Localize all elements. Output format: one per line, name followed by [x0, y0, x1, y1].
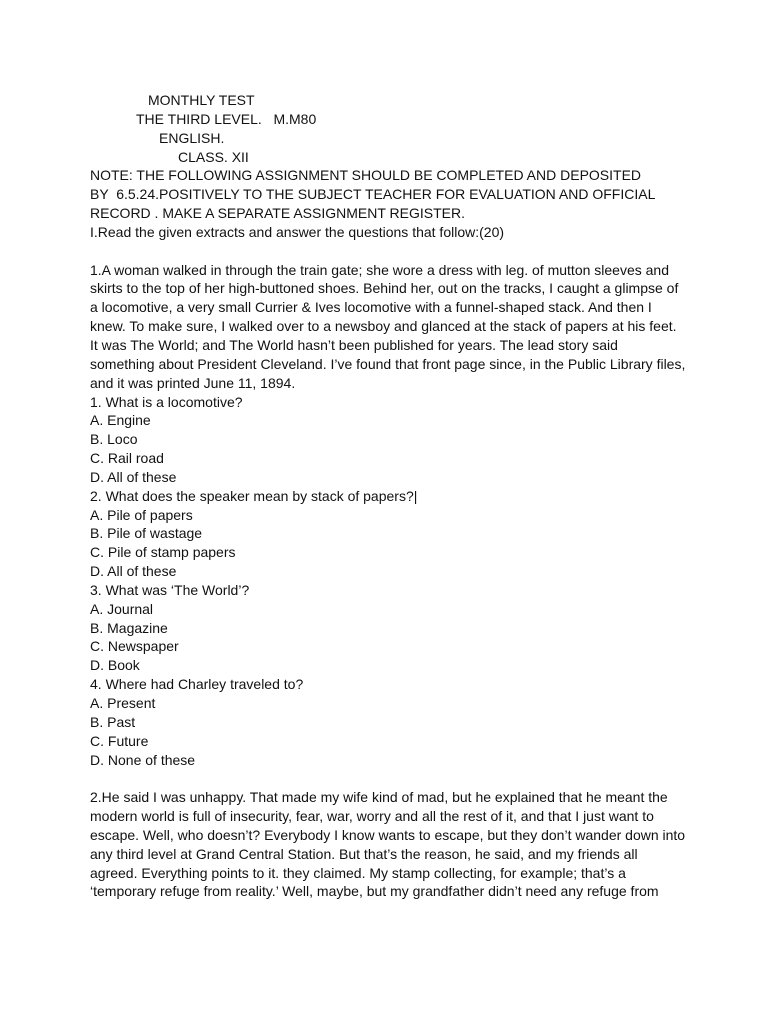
question-text: 1. What is a locomotive?	[90, 393, 243, 410]
option-c: C. Rail road	[90, 450, 164, 467]
document-body	[90, 91, 690, 901]
question-3	[90, 581, 690, 675]
question-2	[90, 487, 690, 581]
question-1	[90, 393, 690, 487]
passage-line: a locomotive, a very small Currier & Ives locomotive with a funnel-shaped stack. And then I	[90, 299, 652, 316]
option-b: B. Past	[90, 713, 136, 730]
option-a: A. Present	[90, 695, 156, 711]
passage-line: 1.A woman walked in through the train gate; she wore a dress with leg. of mutton sleeves and	[90, 261, 669, 278]
option-a: A. Engine	[90, 412, 151, 429]
passage-line: and it was printed June 11, 1894.	[90, 374, 296, 391]
extract-2-passage	[90, 788, 690, 901]
passage-line: knew. To make sure, I walked over to a newsboy and glanced at the stack of papers at his feet.	[90, 318, 677, 335]
note-line: BY 6.5.24.POSITIVELY TO THE SUBJECT TEACHER FOR EVALUATION AND OFFICIAL	[90, 186, 656, 203]
passage-line: 2.He said I was unhappy. That made my wife kind of mad, but he explained that he meant the	[90, 789, 668, 806]
instruction-line: I.Read the given extracts and answer the questions that follow:(20)	[90, 223, 505, 240]
option-d: D. All of these	[90, 563, 177, 580]
passage-line: skirts to the top of her high-buttoned shoes. Behind her, out on the tracks, I caught a glimpse of	[90, 280, 679, 297]
subject-line: ENGLISH.	[159, 129, 225, 146]
question-text: 3. What was ‘The World’?	[90, 581, 250, 598]
passage-line: something about President Cleveland. I’ve found that front page since, in the Public Library files,	[90, 355, 686, 372]
option-d: D. All of these	[90, 468, 177, 485]
option-d: D. None of these	[90, 751, 196, 768]
spacer	[90, 769, 690, 788]
note-line: NOTE: THE FOLLOWING ASSIGNMENT SHOULD BE COMPLETED AND DEPOSITED	[90, 167, 642, 184]
spacer	[90, 242, 690, 261]
option-c: C. Newspaper	[90, 638, 179, 655]
note-line: RECORD . MAKE A SEPARATE ASSIGNMENT REGISTER.	[90, 205, 465, 222]
option-c: C. Future	[90, 732, 149, 749]
option-b: B. Magazine	[90, 619, 168, 636]
question-4	[90, 675, 690, 769]
option-d: D. Book	[90, 657, 140, 674]
option-c: C. Pile of stamp papers	[90, 544, 236, 561]
option-b: B. Loco	[90, 431, 138, 448]
option-b: B. Pile of wastage	[90, 525, 203, 542]
class-line: CLASS. XII	[178, 148, 249, 165]
passage-line: It was The World; and The World hasn’t been published for years. The lead story said	[90, 336, 618, 353]
question-text: 4. Where had Charley traveled to?	[90, 676, 304, 693]
chapter-line: THE THIRD LEVEL. M.M80	[136, 110, 317, 127]
test-title: MONTHLY TEST	[148, 92, 255, 108]
option-a: A. Journal	[90, 600, 154, 617]
extract-1-passage	[90, 261, 690, 393]
option-a: A. Pile of papers	[90, 506, 193, 523]
passage-line: escape. Well, who doesn’t? Everybody I know wants to escape, but they don’t wander down into	[90, 826, 686, 843]
question-text: 2. What does the speaker mean by stack of papers?|	[90, 487, 418, 504]
passage-line: modern world is full of insecurity, fear, war, worry and all the rest of it, and that I just want to	[90, 808, 654, 825]
passage-line: any third level at Grand Central Station. But that’s the reason, he said, and my friends all	[90, 845, 638, 862]
passage-line: ‘temporary refuge from reality.’ Well, maybe, but my grandfather didn’t need any refuge from	[90, 883, 659, 900]
passage-line: agreed. Everything points to it. they claimed. My stamp collecting, for example; that’s a	[90, 864, 626, 881]
